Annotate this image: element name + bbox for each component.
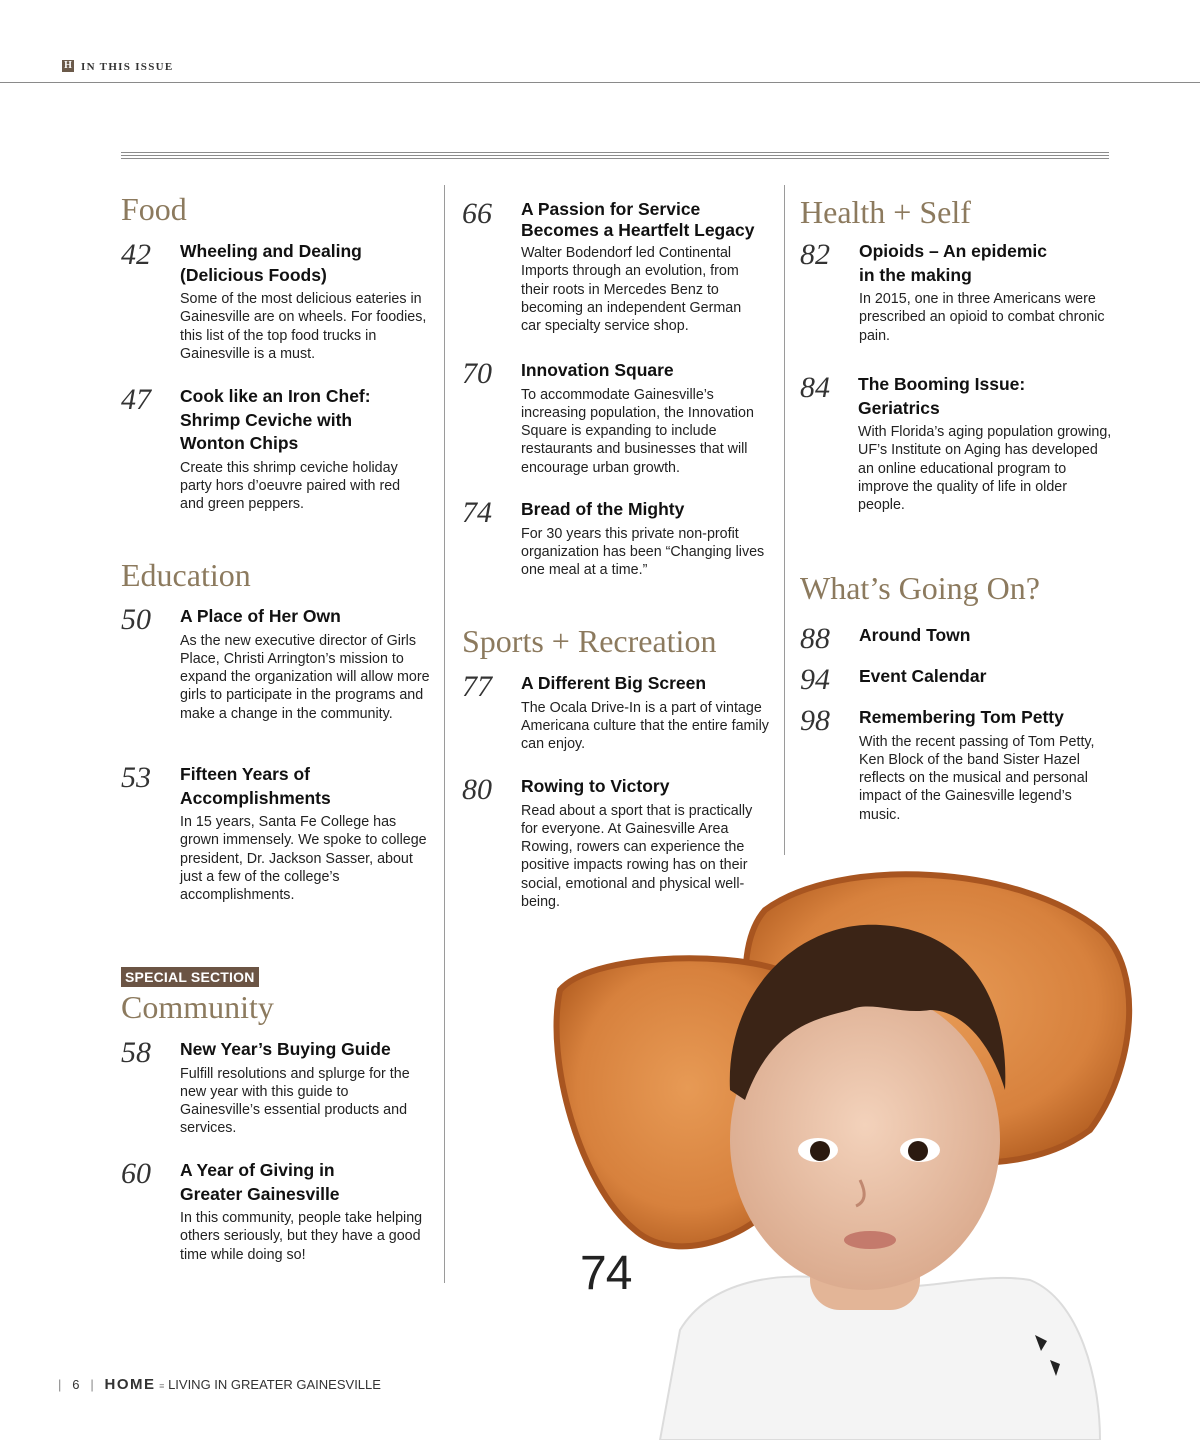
toc-entry-74[interactable] — [462, 498, 778, 579]
entry-title: A Place of Her Own — [180, 606, 341, 626]
entry-description: For 30 years this private non-profit organization has been “Changing lives one meal at a time.” — [521, 525, 765, 579]
entry-description: Walter Bodendorf led Continental Imports through an evolution, from their roots in Mercedes Benz to becoming an independent German car specialty service shop. — [521, 245, 742, 335]
section-community-heading: Community — [121, 989, 274, 1025]
section-food-heading: Food — [121, 191, 187, 227]
toc-entry-84[interactable] — [800, 373, 1130, 514]
home-logo-icon: H — [62, 60, 74, 72]
toc-entry-80[interactable] — [462, 775, 778, 911]
page-number: 80 — [462, 773, 492, 806]
entry-title: Wheeling and Dealing (Delicious Foods) — [180, 241, 362, 285]
entry-description: Fulfill resolutions and splurge for the new year with this guide to Gainesville’s essential products and services. — [180, 1065, 410, 1137]
section-whats-going-on-heading: What’s Going On? — [800, 570, 1040, 606]
header-label: IN THIS ISSUE — [81, 61, 174, 73]
toc-entry-58[interactable] — [121, 1038, 441, 1138]
toc-entry-42[interactable] — [121, 240, 441, 363]
issue-header — [0, 58, 1200, 83]
section-education-heading: Education — [121, 557, 251, 593]
page-number: 94 — [800, 663, 830, 696]
entry-title: The Booming Issue: Geriatrics — [858, 374, 1026, 418]
entry-description: Read about a sport that is practically for everyone. At Gainesville Area Rowing, rowers can experience the positive impacts rowing has on their social, emotional and physical well-being. — [521, 802, 753, 910]
page-number: 47 — [121, 383, 151, 416]
entry-description: As the new executive director of Girls Place, Christi Arrington’s mission to expand the organization will allow more girls to participate in the programs and make a change in the community. — [180, 632, 430, 722]
footer-tagline: LIVING IN GREATER GAINESVILLE — [168, 1377, 381, 1392]
page-number: 66 — [462, 197, 492, 230]
page-number: 82 — [800, 238, 830, 271]
page-number: 60 — [121, 1157, 151, 1190]
toc-entry-66[interactable] — [462, 199, 778, 335]
entry-title: Remembering Tom Petty — [859, 707, 1064, 727]
page-number: 98 — [800, 704, 830, 737]
column-divider-1 — [444, 185, 445, 1283]
page-number: 77 — [462, 670, 492, 703]
bread-child-photo — [540, 860, 1200, 1440]
page-number: 84 — [800, 371, 830, 404]
special-section-badge: SPECIAL SECTION — [121, 967, 259, 987]
toc-entry-70[interactable] — [462, 359, 778, 477]
entry-title: A Different Big Screen — [521, 673, 707, 693]
entry-title: Cook like an Iron Chef: Shrimp Ceviche with Wonton Chips — [180, 386, 371, 453]
entry-title: Innovation Square — [521, 360, 674, 380]
entry-title: A Year of Giving in Greater Gainesville — [180, 1160, 340, 1204]
toc-entry-82[interactable] — [800, 240, 1130, 345]
page-footer: | 6 | HOME ≡ LIVING IN GREATER GAINESVILLE — [58, 1376, 381, 1393]
entry-title: Fifteen Years of Accomplishments — [180, 764, 331, 808]
toc-entry-77[interactable] — [462, 672, 778, 753]
toc-entry-88[interactable] — [800, 622, 1130, 655]
page-number: 88 — [800, 622, 830, 655]
entry-description: In 15 years, Santa Fe College has grown immensely. We spoke to college president, Dr. Jackson Sasser, about just a few of the college’s accomplishments. — [180, 814, 427, 904]
page-number: 42 — [121, 238, 151, 271]
entry-description: The Ocala Drive-In is a part of vintage Americana culture that the entire family can enjoy. — [521, 699, 769, 753]
entry-description: In 2015, one in three Americans were prescribed an opioid to combat chronic pain. — [859, 291, 1105, 344]
column-divider-2 — [784, 185, 785, 855]
photo-page-number: 74 — [580, 1247, 632, 1300]
entry-title: Event Calendar — [859, 666, 987, 686]
page-number: 58 — [121, 1036, 151, 1069]
entry-title: A Passion for Service Becomes a Heartfelt Legacy — [521, 199, 755, 240]
entry-description: Create this shrimp ceviche holiday party hors d’oeuvre paired with red and green peppers. — [180, 459, 401, 513]
entry-title: Bread of the Mighty — [521, 499, 685, 519]
toc-entry-98[interactable] — [800, 706, 1130, 824]
entry-description: With the recent passing of Tom Petty, Ken Block of the band Sister Hazel reflects on the musical and personal impact of the Gainesville legend’s music. — [859, 733, 1095, 823]
page-number: 70 — [462, 357, 492, 390]
toc-entry-94[interactable] — [800, 663, 1130, 696]
entry-title: Rowing to Victory — [521, 776, 670, 796]
entry-description: To accommodate Gainesville’s increasing population, the Innovation Square is expanding to include restaurants and businesses that will encourage urban growth. — [521, 386, 754, 476]
entry-description: With Florida’s aging population growing, UF’s Institute on Aging has developed an online educational program to improve the quality of life in older people. — [858, 424, 1112, 514]
toc-entry-53[interactable] — [121, 763, 441, 904]
page-number: 50 — [121, 603, 151, 636]
section-health-heading: Health + Self — [800, 194, 971, 230]
footer-page-number: 6 — [72, 1377, 80, 1392]
section-sports-heading: Sports + Recreation — [462, 623, 717, 659]
entry-title: New Year’s Buying Guide — [180, 1039, 391, 1059]
triple-rule — [121, 152, 1109, 161]
entry-description: In this community, people take helping others seriously, but they have a good time while doing so! — [180, 1210, 423, 1263]
entry-title: Opioids – An epidemic in the making — [859, 241, 1047, 285]
toc-entry-60[interactable] — [121, 1159, 441, 1264]
entry-title: Around Town — [859, 625, 971, 645]
entry-description: Some of the most delicious eateries in Gainesville are on wheels. For foodies, this list of the top food trucks in Gainesville is a must. — [180, 291, 427, 362]
page-number: 74 — [462, 496, 492, 529]
footer-brand: HOME — [104, 1376, 156, 1393]
page-number: 53 — [121, 761, 151, 794]
toc-entry-47[interactable] — [121, 385, 441, 513]
toc-entry-50[interactable] — [121, 605, 441, 723]
